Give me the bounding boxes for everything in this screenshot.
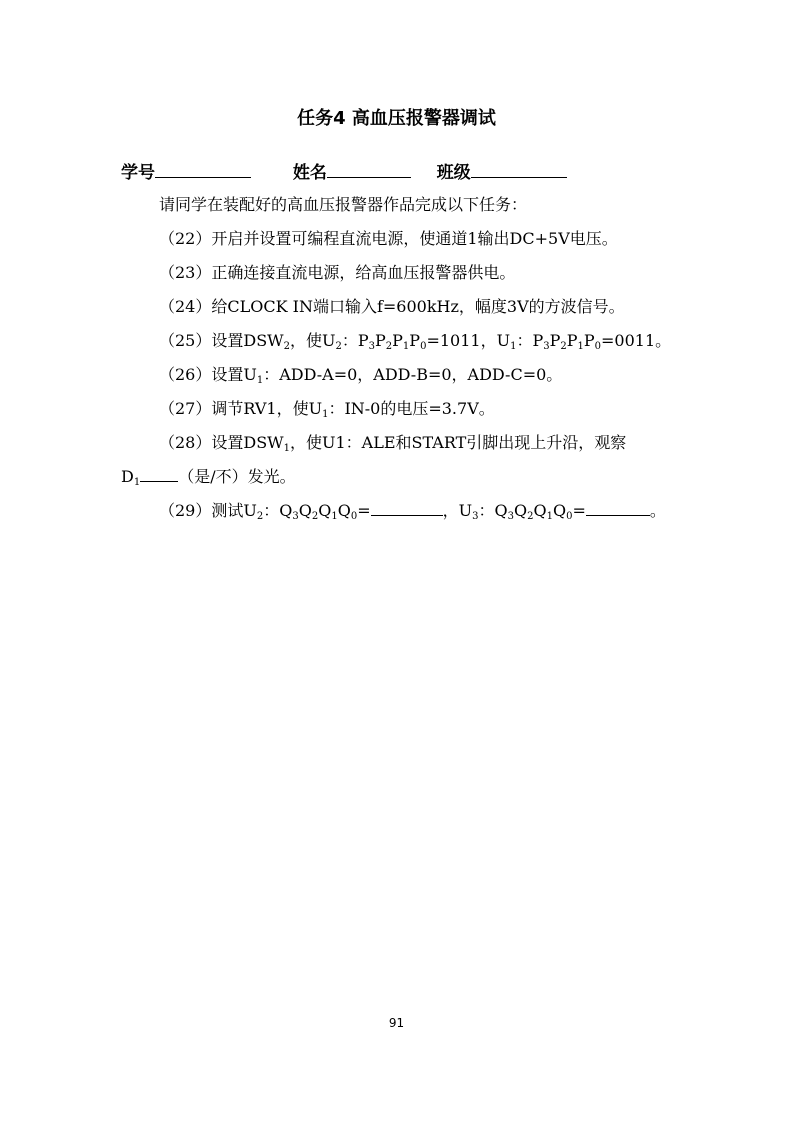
- task-27: [121, 398, 711, 420]
- task-29-text: Q: [337, 501, 351, 520]
- task-29-text: =: [357, 501, 371, 520]
- task-29-text: Q: [553, 501, 567, 520]
- subscript: 1: [256, 375, 264, 386]
- student-no-label: 学号: [121, 163, 155, 183]
- task-28: [121, 432, 711, 454]
- subscript: 1: [546, 511, 554, 522]
- subscript: 2: [335, 341, 342, 352]
- task-24: （24）给CLOCK IN端口输入f=600kHz，幅度3V的方波信号。: [159, 297, 625, 316]
- subscript: 1: [402, 341, 410, 352]
- class-label: 班级: [436, 163, 471, 183]
- subscript: 1: [577, 341, 584, 352]
- task-28-text: ，使U1：ALE和START引脚出现上升沿，观察: [289, 433, 627, 452]
- subscript: 0: [566, 511, 573, 522]
- task-29-text: Q: [514, 501, 528, 520]
- task-26: [121, 364, 711, 386]
- task-25-text: P: [375, 331, 386, 350]
- task-27-text: （27）调节RV1，使U: [159, 399, 323, 418]
- subscript: 3: [472, 511, 479, 522]
- task-26-text: （26）设置U: [159, 365, 257, 384]
- task-25-text: =0011。: [601, 331, 672, 350]
- task-25-text: （25）设置DSW: [159, 331, 284, 350]
- task-27-text: ：IN-0的电压=3.7V。: [328, 399, 495, 418]
- subscript: 1: [322, 409, 329, 420]
- page-title: 任务4 高血压报警器调试: [297, 108, 496, 129]
- task-29: [121, 500, 711, 522]
- task-25-text: P: [583, 331, 595, 350]
- subscript: 1: [133, 477, 141, 488]
- subscript: 3: [368, 341, 376, 352]
- subscript: 1: [331, 511, 338, 522]
- task-25-text: ：P: [516, 331, 544, 350]
- page-number: 91: [388, 1016, 405, 1030]
- subscript: 2: [311, 511, 319, 522]
- task-29-text: Q: [318, 501, 332, 520]
- subscript: 1: [510, 341, 517, 352]
- subscript: 2: [385, 341, 393, 352]
- task-22: （22）开启并设置可编程直流电源，使通道1输出DC+5V电压。: [159, 229, 618, 248]
- intro-text: 请同学在装配好的高血压报警器作品完成以下任务：: [159, 195, 528, 214]
- task-29-text: ，U: [442, 501, 473, 520]
- subscript: 2: [283, 341, 290, 352]
- task-25-text: ：P: [341, 331, 369, 350]
- subscript: 1: [283, 443, 290, 454]
- task-28-text: （是/不）发光。: [178, 467, 296, 486]
- name-label: 姓名: [292, 163, 327, 183]
- task-28-text: D: [121, 467, 134, 486]
- subscript: 3: [543, 341, 550, 352]
- task-25-text: P: [549, 331, 561, 350]
- subscript: 0: [594, 341, 602, 352]
- task-25: [121, 330, 711, 352]
- subscript: 2: [527, 511, 534, 522]
- u2-answer-blank[interactable]: [371, 501, 443, 516]
- subscript: 2: [256, 511, 264, 522]
- subscript: 3: [292, 511, 299, 522]
- task-29-text: Q: [533, 501, 547, 520]
- task-28-continued: [121, 466, 673, 488]
- task-29-text: ：Q: [478, 501, 508, 520]
- subscript: 0: [350, 511, 358, 522]
- task-25-text: P: [409, 331, 421, 350]
- task-29-text: =: [572, 501, 586, 520]
- class-blank[interactable]: [471, 161, 567, 178]
- task-26-text: ：ADD-A=0，ADD-B=0，ADD-C=0。: [263, 365, 563, 384]
- d1-answer-blank[interactable]: [140, 467, 178, 482]
- task-29-text: （29）测试U: [159, 501, 257, 520]
- subscript: 0: [420, 341, 427, 352]
- task-25-text: =1011，U: [426, 331, 511, 350]
- u3-answer-blank[interactable]: [586, 501, 650, 516]
- task-25-text: ，使U: [289, 331, 336, 350]
- task-29-text: 。: [649, 501, 666, 520]
- student-no-blank[interactable]: [155, 161, 251, 178]
- task-23: （23）正确连接直流电源，给高血压报警器供电。: [159, 263, 516, 282]
- subscript: 2: [560, 341, 567, 352]
- task-29-text: ：Q: [263, 501, 293, 520]
- task-25-text: P: [392, 331, 403, 350]
- subscript: 3: [507, 511, 515, 522]
- student-info-line: [121, 158, 567, 183]
- task-29-text: Q: [298, 501, 312, 520]
- task-25-text: P: [566, 331, 578, 350]
- name-blank[interactable]: [327, 161, 411, 178]
- task-28-text: （28）设置DSW: [159, 433, 284, 452]
